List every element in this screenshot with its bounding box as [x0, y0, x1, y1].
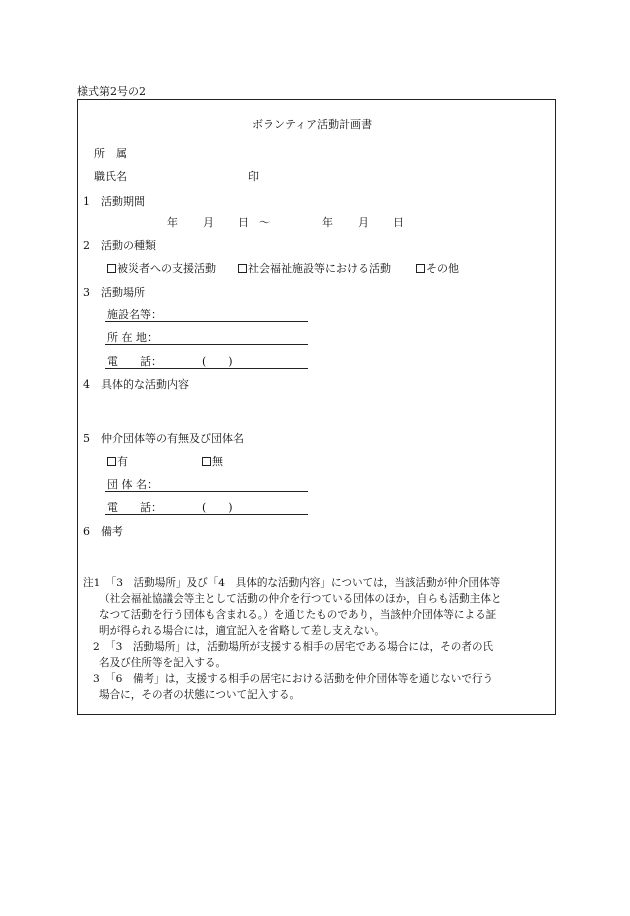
period-start-day: 日 [238, 216, 249, 229]
note-1-line-3: なつて活動を行う団体も含まれる。）を通じたものであり，当該仲介団体等による証 [99, 609, 497, 621]
org-phone-field[interactable] [105, 514, 308, 515]
phone-paren: ( ) [202, 355, 233, 368]
phone-label: 電 話： [107, 355, 162, 368]
section-4-heading: 4 具体的な活動内容 [83, 378, 189, 391]
note-3-line-1: 3 「6 備考」は，支援する相手の居宅における活動を仲介団体等を通じないで行う [93, 673, 494, 685]
section-1-heading: 1 活動期間 [83, 195, 145, 208]
checkbox-icon[interactable] [238, 264, 247, 273]
org-name-label: 団 体 名： [107, 478, 158, 491]
activity-type-label: 被災者への支援活動 [117, 262, 216, 275]
note-2-line-2: 名及び住所等を記入する。 [99, 657, 227, 669]
period-end-month: 月 [358, 216, 369, 229]
checkbox-icon[interactable] [107, 457, 116, 466]
org-phone-label: 電 話： [107, 501, 162, 514]
form-frame [77, 99, 556, 715]
checkbox-icon[interactable] [416, 264, 425, 273]
org-yes-option[interactable] [107, 455, 128, 469]
note-1-line-4: 明が得られる場合には，適宜記入を省略して差し支えない。 [99, 625, 386, 637]
address-field[interactable] [105, 344, 308, 345]
org-no-label: 無 [212, 455, 223, 468]
section-3-heading: 3 活動場所 [83, 286, 145, 299]
section-6-heading: 6 備考 [83, 525, 123, 538]
section-2-heading: 2 活動の種類 [83, 239, 156, 252]
checkbox-icon[interactable] [202, 457, 211, 466]
form-title: ボランティア活動計画書 [252, 118, 373, 131]
name-label: 職氏名 [94, 170, 127, 183]
phone-field[interactable] [105, 368, 308, 369]
org-phone-paren: ( ) [202, 501, 233, 514]
facility-label: 施設名等： [107, 308, 162, 321]
org-no-option[interactable] [202, 455, 223, 469]
org-name-field[interactable] [105, 491, 308, 492]
facility-field[interactable] [105, 321, 308, 322]
activity-type-welfare[interactable] [238, 262, 391, 276]
activity-type-label: その他 [426, 262, 459, 275]
period-end-year: 年 [322, 216, 333, 229]
form-number: 様式第2号の2 [77, 85, 146, 98]
affiliation-label: 所 属 [94, 147, 127, 160]
note-1-line-1: 注1 「3 活動場所」及び「4 具体的な活動内容」については，当該活動が仲介団体等 [83, 577, 501, 589]
address-label: 所 在 地： [107, 331, 158, 344]
note-2-line-1: 2 「3 活動場所」は，活動場所が支援する相手の居宅である場合には，その者の氏 [93, 641, 494, 653]
activity-type-other[interactable] [416, 262, 459, 276]
period-end-day: 日 [393, 216, 404, 229]
period-tilde: 〜 [259, 216, 270, 229]
period-start-year: 年 [167, 216, 178, 229]
section-5-heading: 5 仲介団体等の有無及び団体名 [83, 432, 244, 445]
seal-label: 印 [248, 170, 259, 183]
activity-type-label: 社会福祉施設等における活動 [248, 262, 391, 275]
activity-type-disaster[interactable] [107, 262, 216, 276]
period-start-month: 月 [203, 216, 214, 229]
org-yes-label: 有 [117, 455, 128, 468]
note-3-line-2: 場合に，その者の状態について記入する。 [99, 689, 301, 701]
checkbox-icon[interactable] [107, 264, 116, 273]
note-1-line-2: （社会福祉協議会等主として活動の仲介を行つている団体のほか，自らも活動主体と [99, 593, 502, 605]
